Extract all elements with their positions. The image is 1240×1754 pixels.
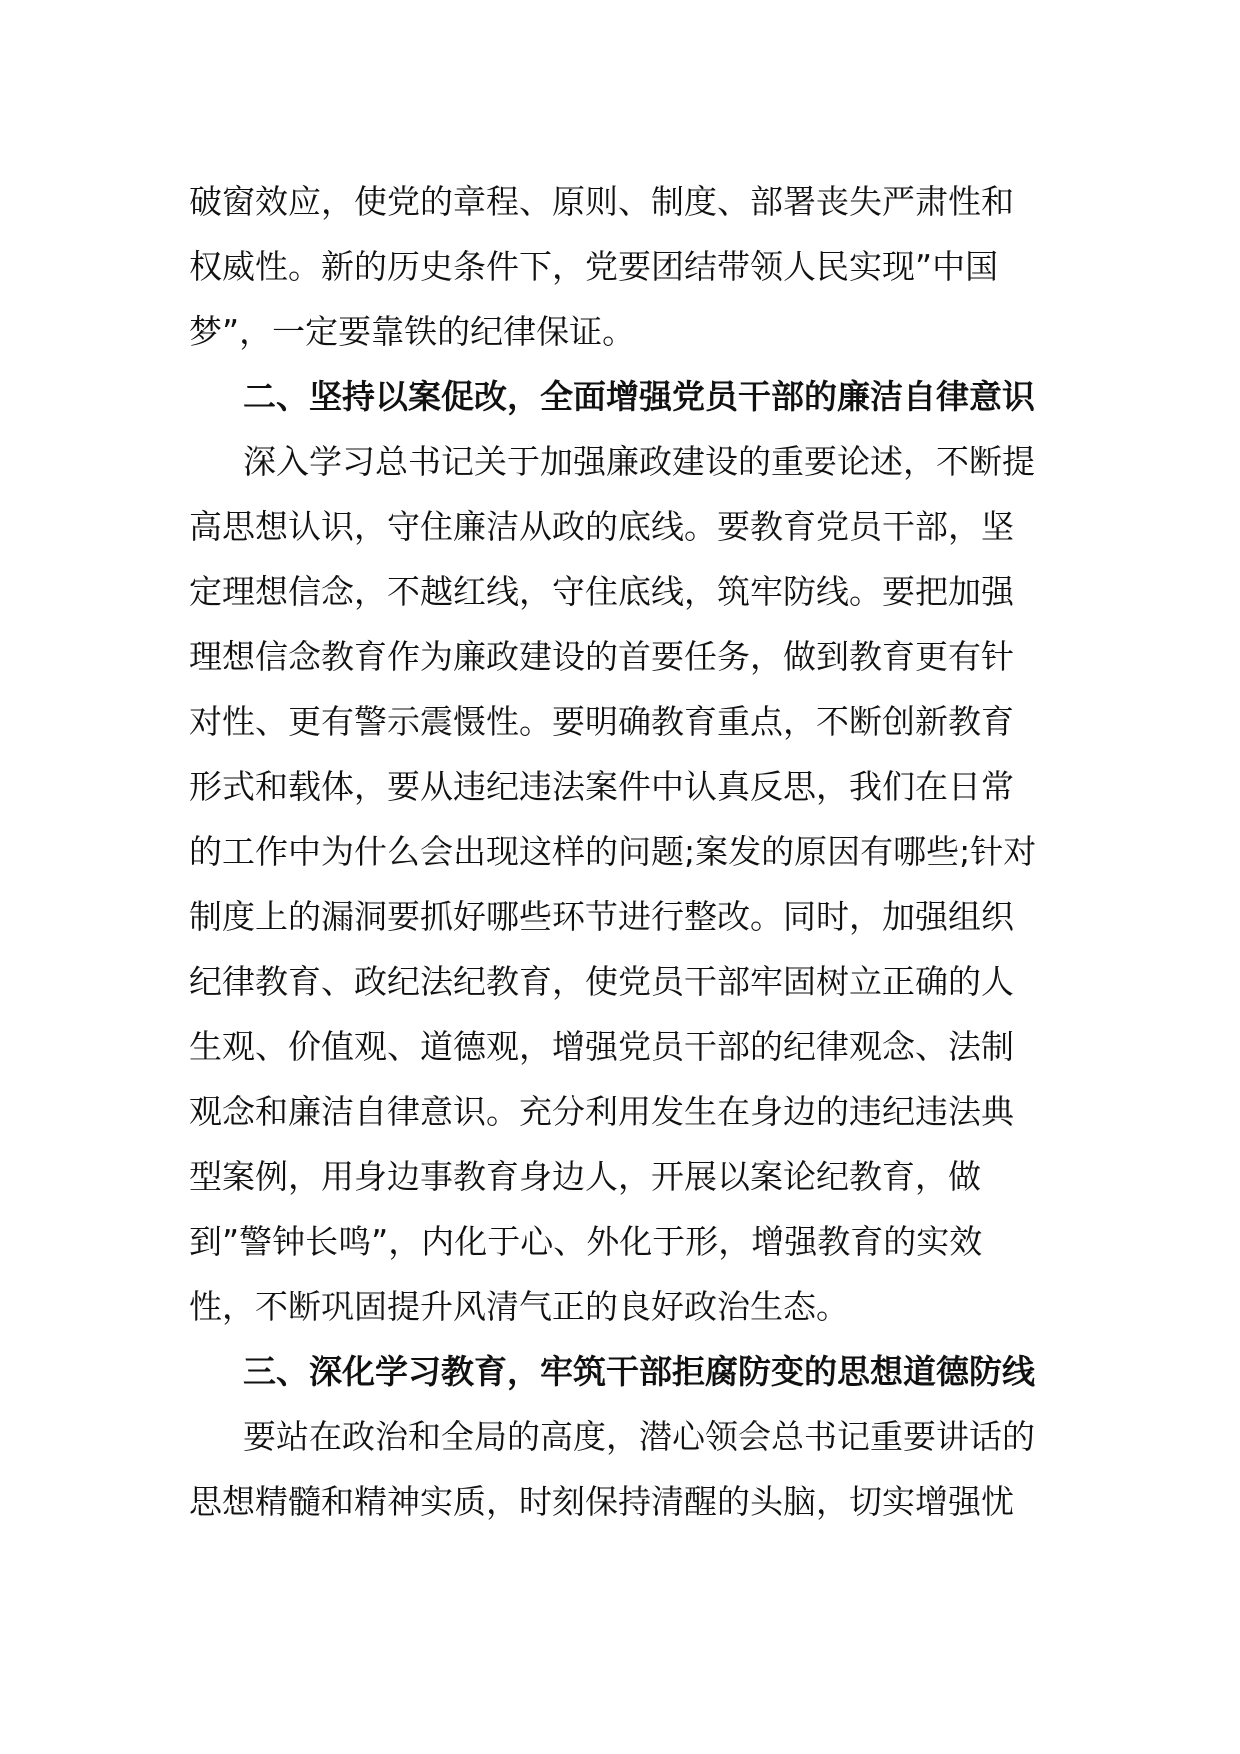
body-text-line: 理想信念教育作为廉政建设的首要任务，做到教育更有针 <box>189 637 1014 676</box>
body-text-line: 生观、价值观、道德观，增强党员干部的纪律观念、法制 <box>189 1027 1014 1066</box>
body-text-line: 形式和载体，要从违纪违法案件中认真反思，我们在日常 <box>189 767 1014 806</box>
body-text-line: 破窗效应，使党的章程、原则、制度、部署丧失严肃性和 <box>189 182 1014 221</box>
body-text-line: 到”警钟长鸣”，内化于心、外化于形，增强教育的实效 <box>189 1222 983 1261</box>
body-text-line: 对性、更有警示震慑性。要明确教育重点，不断创新教育 <box>189 702 1014 741</box>
body-text-line: 高思想认识，守住廉洁从政的底线。要教育党员干部，坚 <box>189 507 1014 546</box>
body-text-line: 权威性。新的历史条件下，党要团结带领人民实现”中国 <box>189 247 999 286</box>
body-text-line: 思想精髓和精神实质，时刻保持清醒的头脑，切实增强忧 <box>189 1482 1014 1521</box>
body-text-line: 型案例，用身边事教育身边人，开展以案论纪教育，做 <box>189 1157 981 1196</box>
document-body <box>189 169 1049 1534</box>
section-heading-2: 二、坚持以案促改，全面增强党员干部的廉洁自律意识 <box>243 377 1035 416</box>
body-text-line: 纪律教育、政纪法纪教育，使党员干部牢固树立正确的人 <box>189 962 1014 1001</box>
body-text-line: 制度上的漏洞要抓好哪些环节进行整改。同时，加强组织 <box>189 897 1014 936</box>
body-text-line: 的工作中为什么会出现这样的问题;案发的原因有哪些;针对 <box>189 832 1037 871</box>
section-heading-3: 三、深化学习教育，牢筑干部拒腐防变的思想道德防线 <box>243 1352 1035 1391</box>
body-text-line: 性，不断巩固提升风清气正的良好政治生态。 <box>189 1287 849 1326</box>
paragraph-first-line: 要站在政治和全局的高度，潜心领会总书记重要讲话的 <box>243 1417 1035 1456</box>
paragraph-first-line: 深入学习总书记关于加强廉政建设的重要论述，不断提 <box>243 442 1035 481</box>
body-text-line: 观念和廉洁自律意识。充分利用发生在身边的违纪违法典 <box>189 1092 1014 1131</box>
body-text-line: 梦”，一定要靠铁的纪律保证。 <box>189 312 636 351</box>
body-text-line: 定理想信念，不越红线，守住底线，筑牢防线。要把加强 <box>189 572 1014 611</box>
